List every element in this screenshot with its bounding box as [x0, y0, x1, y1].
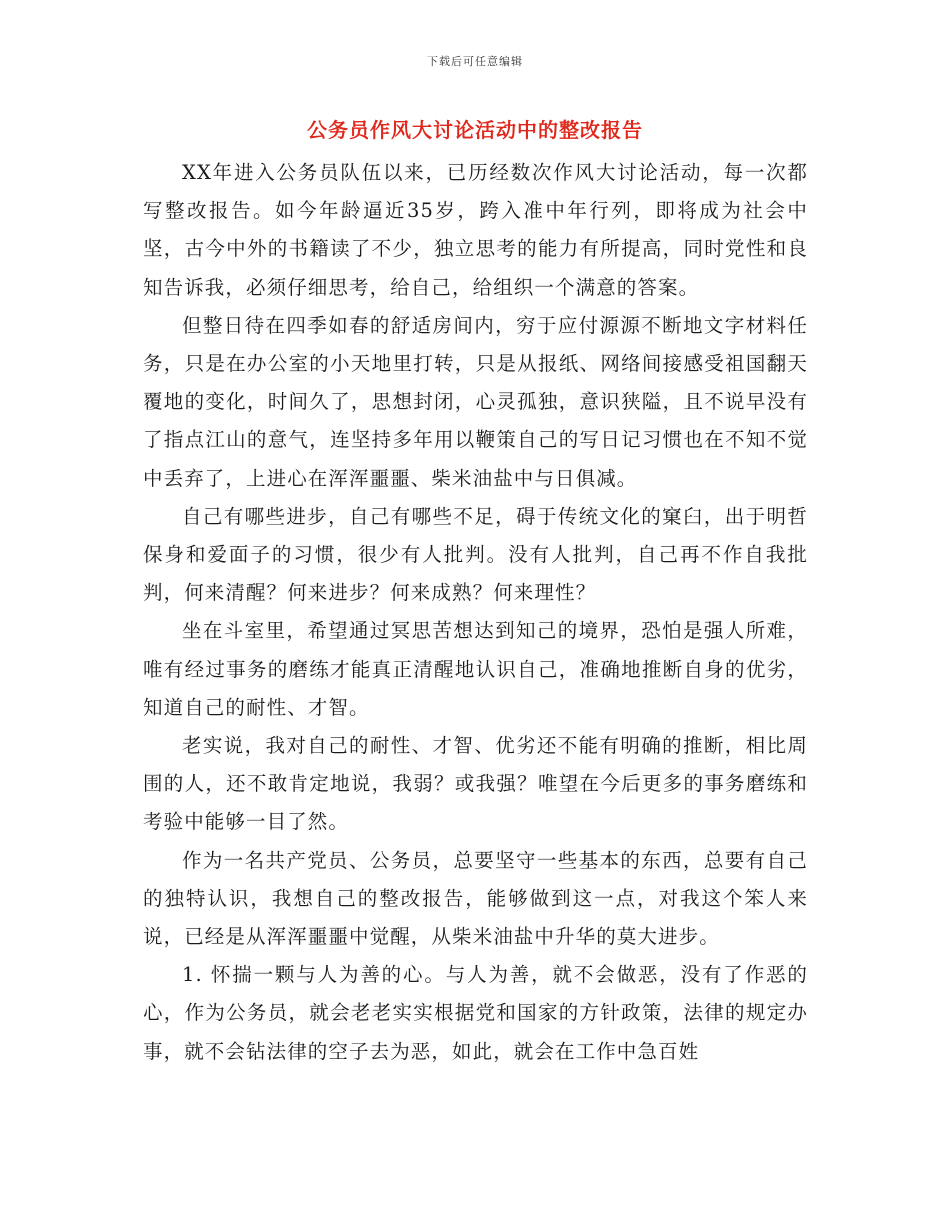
paragraph: 1. 怀揣一颗与人为善的心。与人为善，就不会做恶，没有了作恶的心，作为公务员，就会老老实实根据党和国家的方针政策，法律的规定办事，就不会钻法律的空子去为恶，如此，就会在工作中急百姓 — [143, 963, 808, 1063]
paragraph: 坐在斗室里，希望通过冥思苦想达到知己的境界，恐怕是强人所难，唯有经过事务的磨练才能真正清醒地认识自己，准确地推断自身的优劣，知道自己的耐性、才智。 — [143, 619, 808, 719]
paragraph: 自己有哪些进步，自己有哪些不足，碍于传统文化的窠臼，出于明哲保身和爱面子的习惯，很少有人批判。没有人批判，自己再不作自我批判，何来清醒？何来进步？何来成熟？何来理性？ — [143, 504, 808, 605]
paragraph: XX年进入公务员队伍以来，已历经数次作风大讨论活动，每一次都写整改报告。如今年龄逼近35岁，跨入准中年行列，即将成为社会中坚，古今中外的书籍读了不少，独立思考的能力有所提高，同时党性和良知告诉我，必须仔细思考，给自己，给组织一个满意的答案。 — [143, 161, 808, 299]
document-title: 公务员作风大讨论活动中的整改报告 — [307, 118, 643, 142]
document-body — [143, 154, 808, 1071]
paragraph: 但整日待在四季如春的舒适房间内，穷于应付源源不断地文字材料任务，只是在办公室的小天地里打转，只是从报纸、网络间接感受祖国翻天覆地的变化，时间久了，思想封闭，心灵孤独，意识狭隘，且不说早没有了指点江山的意气，连坚持多年用以鞭策自己的写日记习惯也在不知不觉中丢弃了，上进心在浑浑噩噩、柴米油盐中与日俱减。 — [143, 313, 808, 490]
header-note: 下载后可任意编辑 — [427, 55, 523, 68]
paragraph: 作为一名共产党员、公务员，总要坚守一些基本的东西，总要有自己的独特认识，我想自己的整改报告，能够做到这一点，对我这个笨人来说，已经是从浑浑噩噩中觉醒，从柴米油盐中升华的莫大进步。 — [143, 848, 808, 949]
paragraph: 老实说，我对自己的耐性、才智、优劣还不能有明确的推断，相比周围的人，还不敢肯定地说，我弱？或我强？唯望在今后更多的事务磨练和考验中能够一目了然。 — [143, 734, 808, 834]
